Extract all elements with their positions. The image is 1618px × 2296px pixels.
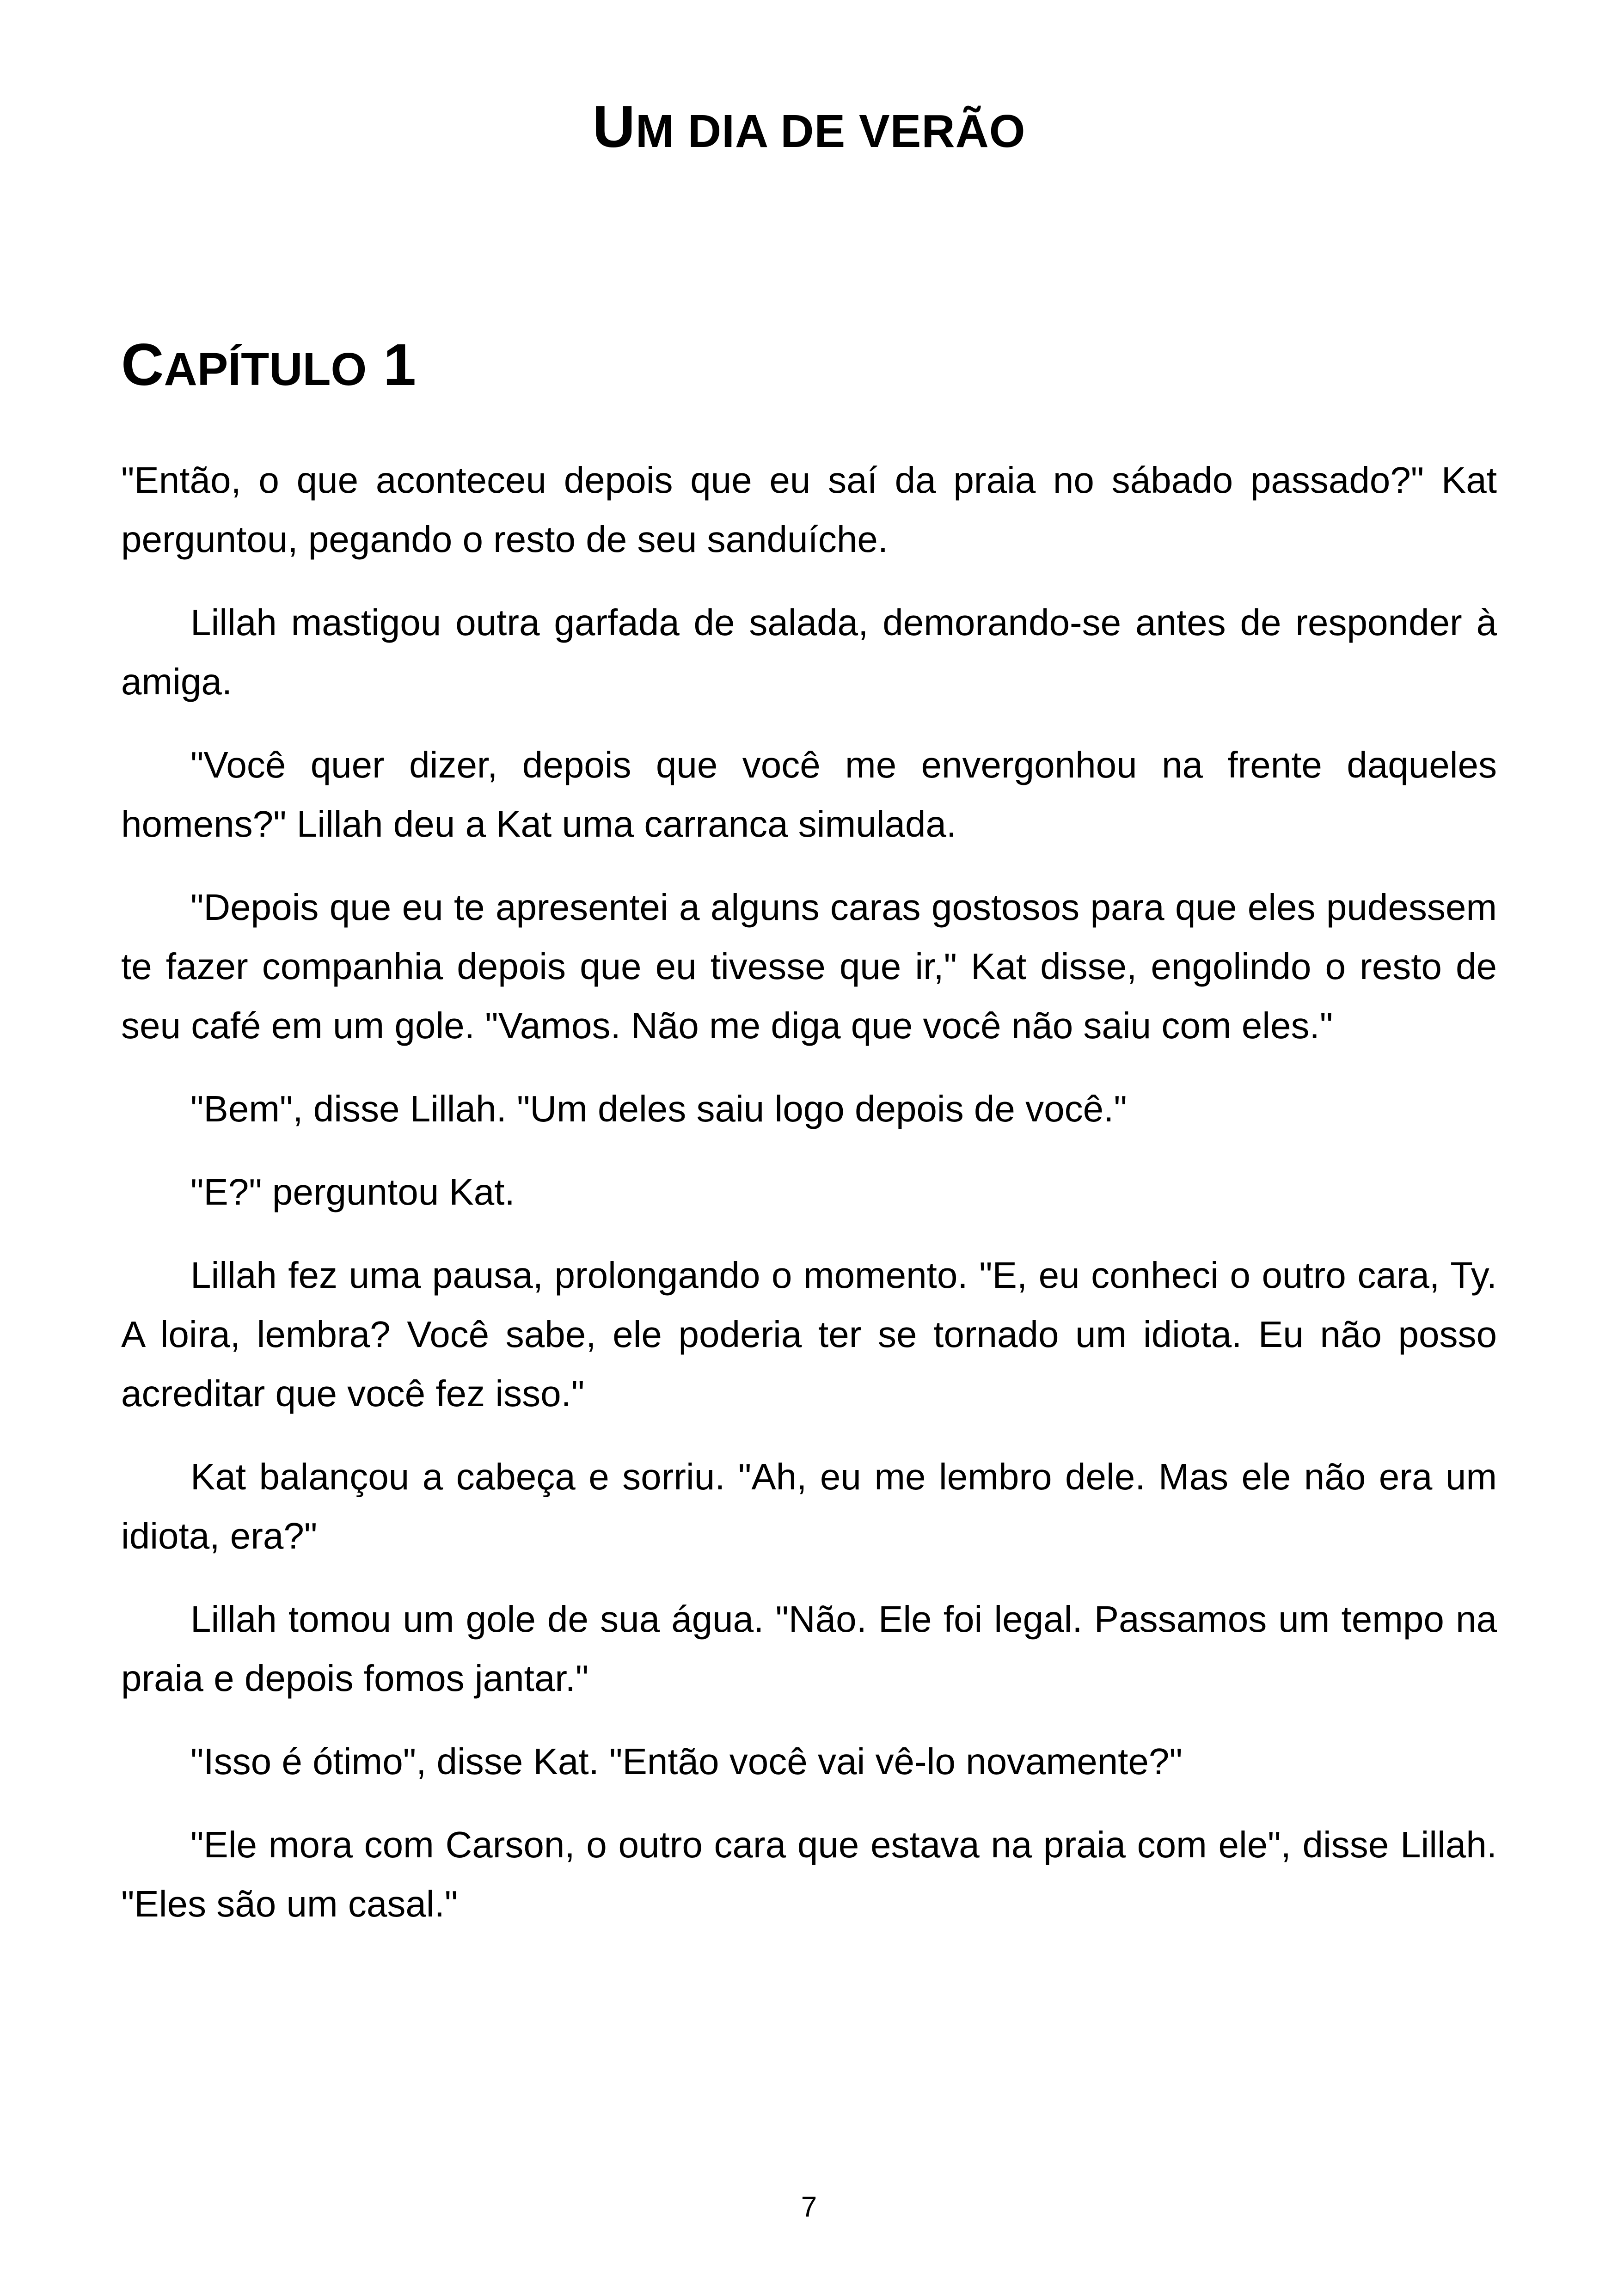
chapter-title-initial: C: [121, 332, 164, 398]
chapter-body: [121, 451, 1497, 1958]
paragraph: "E?" perguntou Kat.: [190, 1171, 515, 1212]
paragraph: Lillah mastigou outra garfada de salada, demorando-se antes de responder à amiga.: [121, 602, 1497, 702]
book-title-initial: U: [592, 94, 636, 160]
paragraph: "Depois que eu te apresentei a alguns caras gostosos para que eles pudessem te fazer companhia depois que eu tivesse que ir," Kat disse, engolindo o resto de seu café em um gole. "Vamos. Não me diga que você não saiu com eles.": [121, 887, 1497, 1046]
paragraph: Kat balançou a cabeça e sorriu. "Ah, eu me lembro dele. Mas ele não era um idiota, era?": [121, 1456, 1497, 1556]
paragraph: "Bem", disse Lillah. "Um deles saiu logo depois de você.": [190, 1088, 1127, 1129]
paragraph: Lillah fez uma pausa, prolongando o momento. "E, eu conheci o outro cara, Ty. A loira, lembra? Você sabe, ele poderia ter se tornado um idiota. Eu não posso acreditar que você fez isso.": [121, 1255, 1497, 1414]
page-number: 7: [801, 2191, 817, 2223]
paragraph: "Então, o que aconteceu depois que eu saí da praia no sábado passado?" Kat perguntou, pegando o resto de seu sanduíche.: [121, 459, 1497, 560]
chapter-title: [121, 328, 416, 406]
paragraph: "Isso é ótimo", disse Kat. "Então você vai vê-lo novamente?": [190, 1741, 1183, 1782]
chapter-title-rest: APÍTULO: [164, 343, 367, 395]
paragraph: "Ele mora com Carson, o outro cara que estava na praia com ele", disse Lillah. "Eles são um casal.": [121, 1824, 1497, 1924]
paragraph: "Você quer dizer, depois que você me envergonhou na frente daqueles homens?" Lillah deu a Kat uma carranca simulada.: [121, 744, 1497, 845]
paragraph: Lillah tomou um gole de sua água. "Não. Ele foi legal. Passamos um tempo na praia e depois fomos jantar.": [121, 1598, 1497, 1699]
chapter-number: 1: [383, 332, 417, 398]
book-title: [0, 90, 1618, 168]
book-title-rest: M DIA DE VERÃO: [635, 105, 1026, 157]
